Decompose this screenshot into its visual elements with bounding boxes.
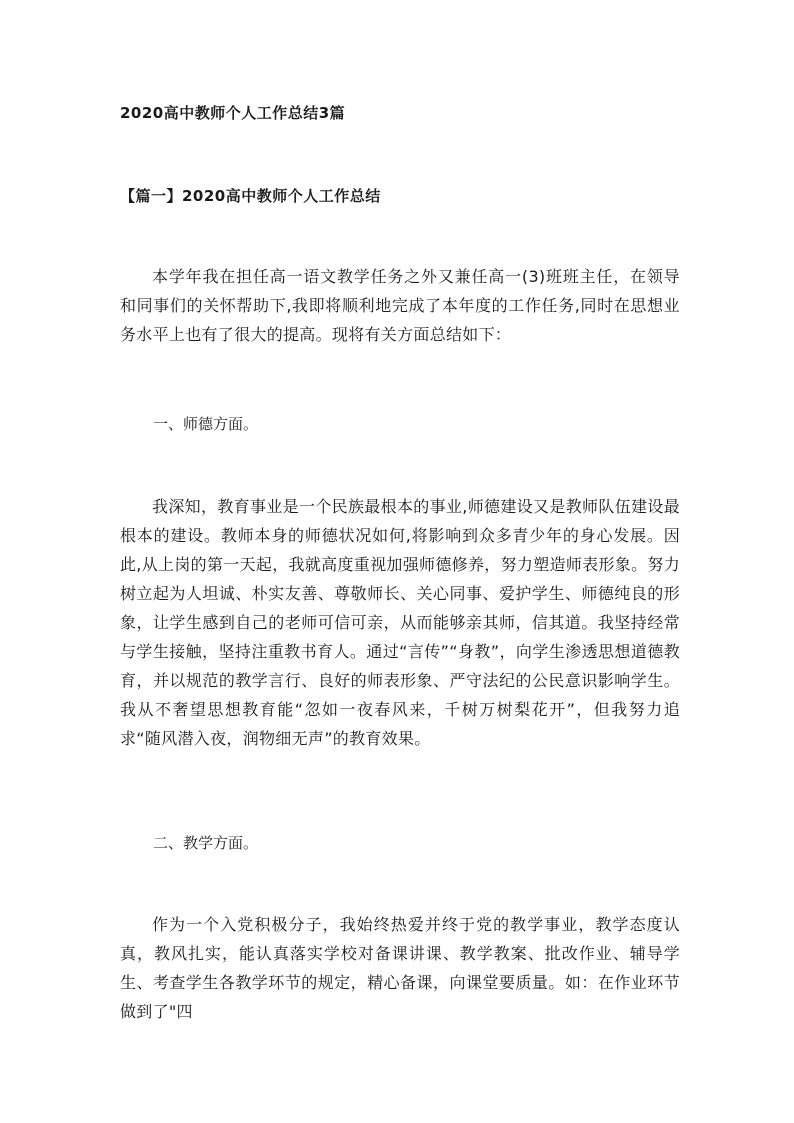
document-title: 2020高中教师个人工作总结3篇 [120,104,346,122]
ethics-paragraph: 我深知，教育事业是一个民族最根本的事业,师德建设又是教师队伍建设最根本的建设。教师本身的师德状况如何,将影响到众多青少年的身心发展。因此,从上岗的第一天起，我就高度重视加强师德修养，努力塑造师表形象。努力树立起为人坦诚、朴实友善、尊敬师长、关心同事、爱护学生、师德纯良的形象，让学生感到自己的老师可信可亲，从而能够亲其师，信其道。我坚持经常与学生接触，坚持注重教书育人。通过“言传”“身教”，向学生渗透思想道德教育，并以规范的教学言行、良好的师表形象、严守法纪的公民意识影响学生。我从不奢望思想教育能“忽如一夜春风来，千树万树梨花开”，但我努力追求“随风潜入夜，润物细无声”的教育效果。 [120,497,680,748]
section-title: 【篇一】2020高中教师个人工作总结 [120,187,381,205]
heading-teaching: 二、教学方面。 [153,834,259,852]
teaching-paragraph: 作为一个入党积极分子，我始终热爱并终于党的教学事业，教学态度认真，教风扎实，能认真落实学校对备课讲课、教学教案、批改作业、辅导学生、考查学生各教学环节的规定，精心备课，向课堂要质量。如：在作业环节做到了"四 [120,915,680,1021]
intro-paragraph: 本学年我在担任高一语文教学任务之外又兼任高一(3)班班主任，在领导和同事们的关怀帮助下,我即将顺利地完成了本年度的工作任务,同时在思想业务水平上也有了很大的提高。现将有关方面总结如下： [120,267,680,344]
heading-teacher-ethics: 一、师德方面。 [153,415,259,433]
